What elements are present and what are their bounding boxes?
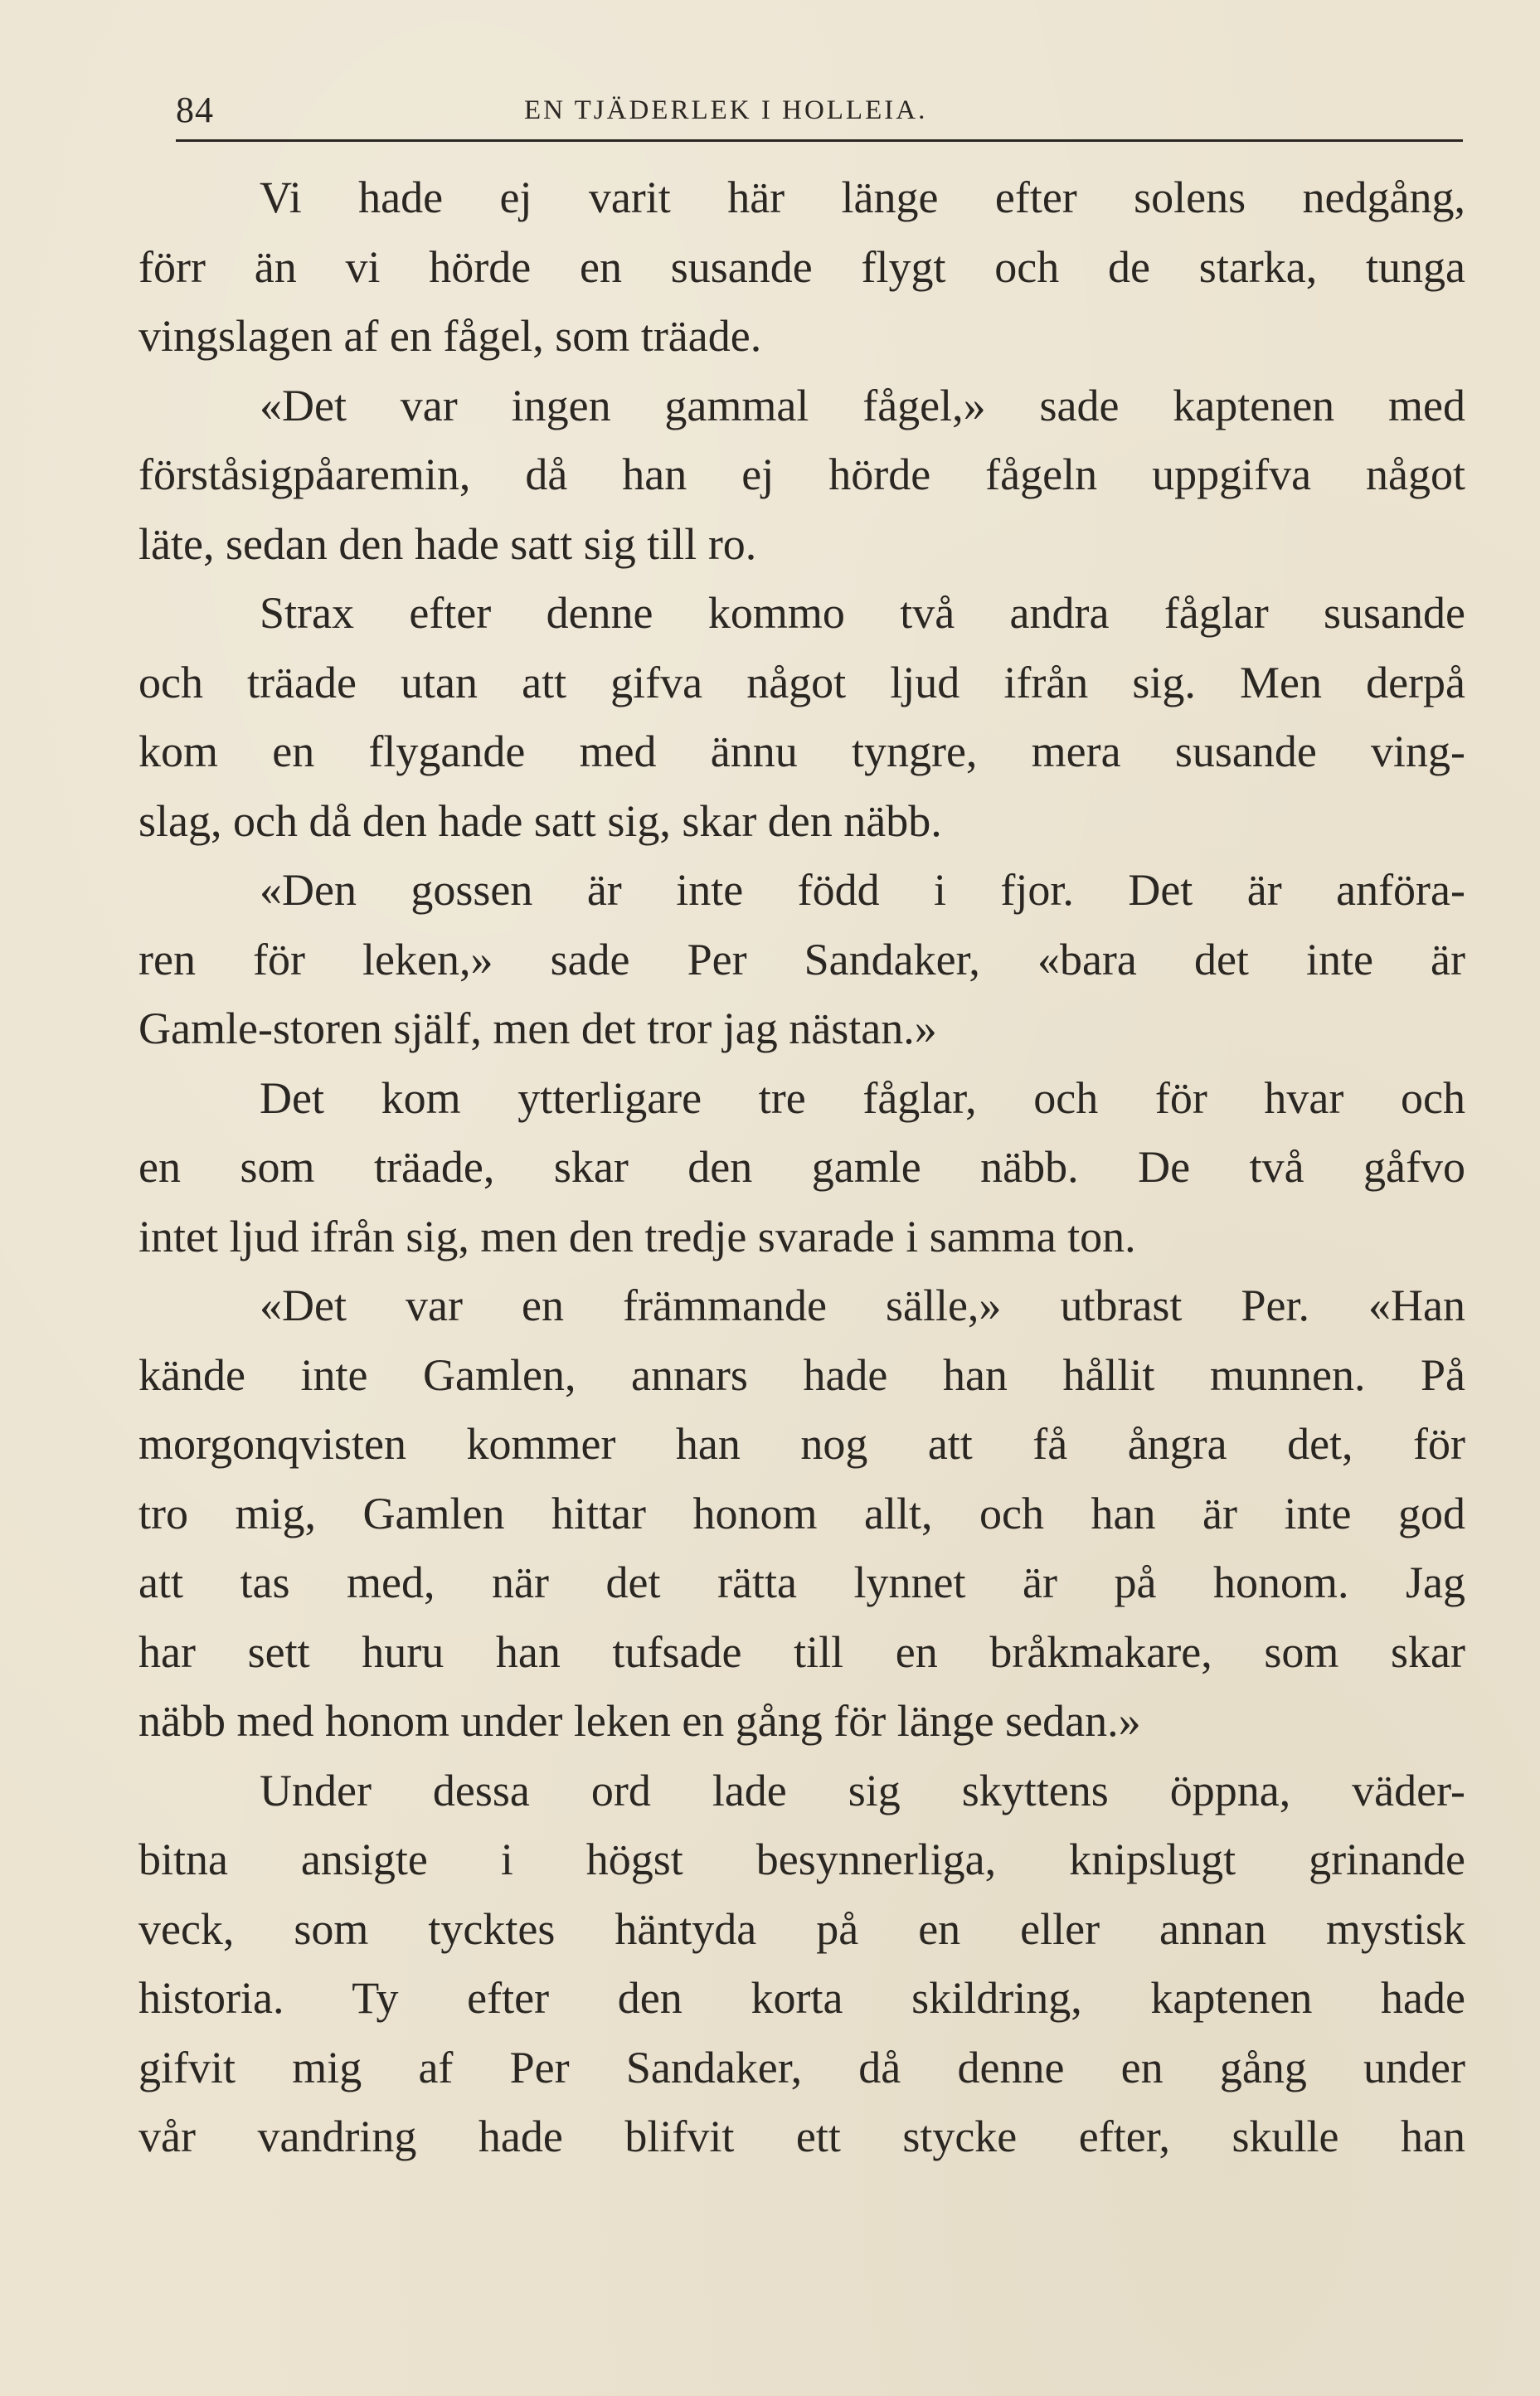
- text-line: vingslagen af en fågel, som träade.: [138, 311, 762, 361]
- text-line: gifvit mig af Per Sandaker, då denne en gång under: [138, 2042, 1465, 2092]
- text-line: «Den gossen är inte född i fjor. Det är anföra-: [260, 865, 1465, 915]
- text-line: förr än vi hörde en susande flygt och de starka, tunga: [138, 241, 1465, 292]
- text-line: en som träade, skar den gamle näbb. De två gåfvo: [138, 1142, 1465, 1192]
- text-line: «Det var ingen gammal fågel,» sade kaptenen med: [260, 380, 1465, 430]
- text-line: har sett huru han tufsade till en bråkmakare, som skar: [138, 1626, 1465, 1677]
- text-line: och träade utan att gifva något ljud ifrån sig. Men derpå: [138, 657, 1465, 707]
- text-line: morgonqvisten kommer han nog att få ångra det, för: [138, 1419, 1465, 1469]
- text-line: läte, sedan den hade satt sig till ro.: [138, 518, 757, 569]
- text-line: Strax efter denne kommo två andra fåglar susande: [260, 588, 1465, 638]
- text-line: «Det var en främmande sälle,» utbrast Per. «Han: [260, 1281, 1465, 1330]
- text-line: historia. Ty efter den korta skildring, kaptenen hade: [138, 1973, 1465, 2023]
- text-line: Vi hade ej varit här länge efter solens nedgång,: [260, 173, 1465, 222]
- body-text: [138, 163, 1465, 2172]
- text-line: ren för leken,» sade Per Sandaker, «bara det inte är: [138, 934, 1465, 984]
- text-line: vår vandring hade blifvit ett stycke efter, skulle han: [138, 2112, 1465, 2161]
- text-line: kände inte Gamlen, annars hade han hållit munnen. På: [138, 1349, 1465, 1400]
- page-number: 84: [176, 90, 214, 130]
- text-line: kom en flygande med ännu tyngre, mera susande ving-: [138, 727, 1465, 776]
- text-line: veck, som tycktes häntyda på en eller annan mystisk: [138, 1903, 1465, 1954]
- text-line: Det kom ytterligare tre fåglar, och för hvar och: [260, 1072, 1465, 1123]
- text-line: tro mig, Gamlen hittar honom allt, och han är inte god: [138, 1488, 1465, 1538]
- text-line: intet ljud ifrån sig, men den tredje svarade i samma ton.: [138, 1211, 1136, 1261]
- running-header: [176, 80, 1463, 141]
- text-line: att tas med, när det rätta lynnet är på honom. Jag: [138, 1558, 1465, 1607]
- text-line: bitna ansigte i högst besynnerliga, knipslugt grinande: [138, 1835, 1465, 1884]
- text-line: slag, och då den hade satt sig, skar den näbb.: [138, 795, 942, 846]
- text-line: förståsigpåaremin, då han ej hörde fågeln uppgifva något: [138, 450, 1465, 499]
- text-line: näbb med honom under leken en gång för länge sedan.»: [138, 1696, 1141, 1746]
- running-title: EN TJÄDERLEK I HOLLEIA.: [524, 95, 928, 125]
- header-rule: [176, 139, 1463, 142]
- text-line: Gamle-storen själf, men det tror jag nästan.»: [138, 1004, 937, 1053]
- text-line: Under dessa ord lade sig skyttens öppna, väder-: [260, 1765, 1465, 1815]
